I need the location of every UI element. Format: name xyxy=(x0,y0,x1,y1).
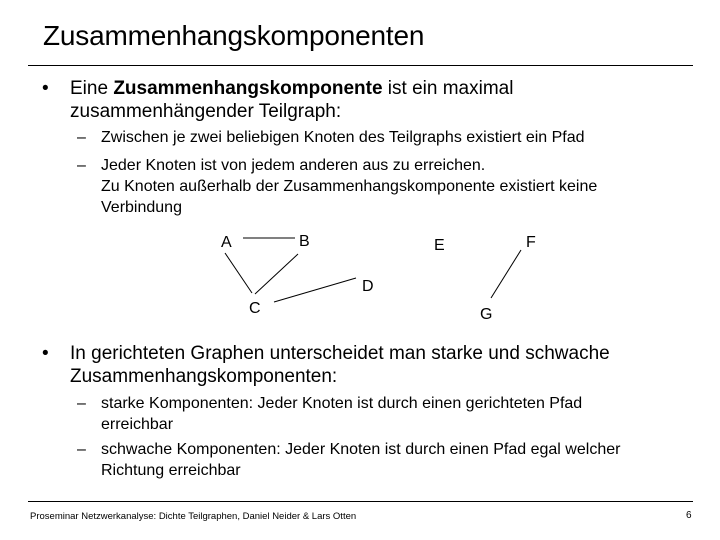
bullet-marker: • xyxy=(42,78,49,99)
node-c: C xyxy=(249,300,261,317)
subbullet-weak-components xyxy=(77,439,621,479)
edge-c-d xyxy=(274,278,356,302)
subbullet-text-line2: Zu Knoten außerhalb der Zusammenhangskomponente existiert keine Verbindung xyxy=(101,178,598,216)
bullet-text xyxy=(70,77,590,123)
subbullet-marker: – xyxy=(77,129,86,146)
subbullet-marker: – xyxy=(77,441,86,458)
subbullet-text xyxy=(101,155,681,218)
bullet-text-prefix: Eine xyxy=(70,78,114,99)
bullet-text: In gerichteten Graphen unterscheidet man starke und schwache Zusammenhangskomponenten: xyxy=(70,343,610,387)
bullet-text-bold: Zusammenhangskomponente xyxy=(113,78,383,99)
subbullet-text: schwache Komponenten: Jeder Knoten ist durch einen Pfad egal welcher Richtung erreichbar xyxy=(101,441,621,479)
bullet-connected-component xyxy=(42,77,514,122)
subbullet-marker: – xyxy=(77,395,86,412)
subbullet-marker: – xyxy=(77,157,86,174)
node-f: F xyxy=(526,234,536,251)
edge-b-c xyxy=(255,254,298,294)
page-number: 6 xyxy=(686,510,692,521)
subbullet-path xyxy=(77,127,585,148)
bullet-text-suffix: ist ein maximal zusammenhängender Teilgraph: xyxy=(70,78,514,122)
edge-f-g xyxy=(491,250,521,298)
subbullet-text: starke Komponenten: Jeder Knoten ist durch einen gerichteten Pfad erreichbar xyxy=(101,395,583,433)
bullet-directed-graphs xyxy=(42,342,610,387)
edge-a-c xyxy=(225,253,252,293)
slide-title: Zusammenhangskomponenten xyxy=(43,20,425,51)
node-e: E xyxy=(434,237,445,254)
subbullet-strong-components xyxy=(77,393,583,433)
title-divider xyxy=(28,65,693,66)
subbullet-text: Zwischen je zwei beliebigen Knoten des Teilgraphs existiert ein Pfad xyxy=(101,129,585,146)
footer-divider xyxy=(28,501,693,502)
node-a: A xyxy=(221,234,232,251)
footer-text: Proseminar Netzwerkanalyse: Dichte Teilgraphen, Daniel Neider & Lars Otten xyxy=(30,511,357,522)
subbullet-reachability xyxy=(77,155,598,216)
subbullet-text-line1: Jeder Knoten ist von jedem anderen aus zu erreichen. xyxy=(101,157,486,174)
node-b: B xyxy=(299,233,310,250)
node-g: G xyxy=(480,306,493,323)
bullet-marker: • xyxy=(42,343,49,364)
node-d: D xyxy=(362,278,374,295)
